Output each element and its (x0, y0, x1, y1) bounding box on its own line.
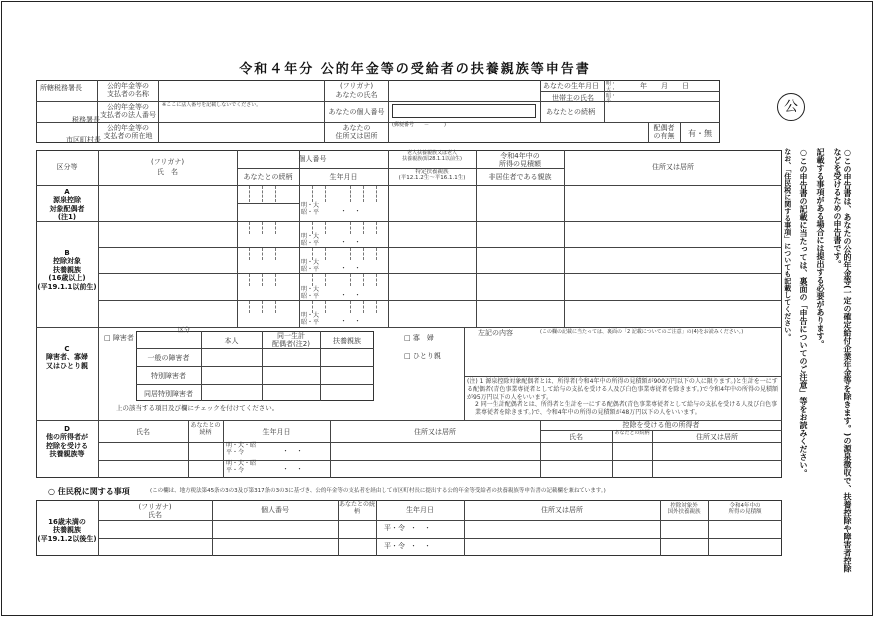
side-note-3: ○この申告書の記載に当たっては、裏面の「申告についてのご注意」等をお読みください。 (799, 148, 808, 477)
col-address: 住所又は居所 (652, 163, 694, 171)
your-addr-label: あなたの 住所又は居所 (335, 124, 378, 141)
payer-addr-label: 公的年金等の 支払者の所在地 (103, 124, 153, 141)
tax-office-label: 所轄税務署長 (40, 84, 82, 92)
special-disabled-label: 特別障害者 (151, 372, 186, 380)
rt-era-1: 平・令 (384, 524, 405, 532)
d-address-label: 住所又は居所 (414, 428, 456, 436)
col-number: 個人番号 (298, 155, 327, 163)
era-a: 明・大 昭・平 (300, 202, 319, 216)
dots-b1: ・ ・ (340, 238, 361, 246)
era-b1: 明・大 昭・平 (300, 233, 319, 247)
col-category: 区分等 (56, 163, 78, 171)
col-income: 令和4年中の 所得の見積額 (499, 152, 541, 169)
d-era-2: 明・大・昭 平・令 (226, 460, 257, 474)
section-d-label: D 他の所得者が 控除を受ける 扶養親族等 (46, 425, 88, 459)
d-dots-2: ・ ・ (282, 465, 303, 473)
detail-note: (この欄の記載に当たっては、裏面の「2 記載についてのご注意」の(4)をお読みください。) (540, 329, 744, 335)
single-parent-checkbox[interactable]: □ ひとり親 (404, 352, 441, 360)
rt-dots-1: ・ ・ (410, 524, 431, 532)
rt-address: 住所又は居所 (541, 506, 583, 514)
under16-label: 16歳未満の 扶養親族 (平19.1.2以後生) (37, 518, 97, 543)
detail-label: 左記の内容 (478, 329, 513, 337)
dependent-label: 扶養親族 (333, 337, 361, 345)
householder-label: 世帯主の氏名 (552, 94, 594, 102)
col-name: 氏 名 (157, 168, 178, 176)
check-note: 上の該当する項目及び欄にチェックを付けてください。 (116, 404, 279, 412)
era-b2: 明・大 昭・平 (300, 259, 319, 273)
spouse-label: 同一生計 配偶者(注2) (272, 332, 310, 349)
rt-era-2: 平・令 (384, 542, 405, 550)
postal-label: (郵便番号 － ) (392, 122, 446, 128)
col-birth: 生年月日 (329, 173, 358, 181)
rt-birth: 生年月日 (406, 506, 434, 514)
city-label: 市区町村長 (66, 136, 101, 144)
d-era-1: 明・大・昭 平・令 (226, 442, 257, 456)
widow-checkbox[interactable]: □ 寡 婦 (404, 334, 434, 342)
rt-dots-2: ・ ・ (410, 542, 431, 550)
note-2: 2 同一生計配偶者とは、所得者と生計を一にする配偶者(青色事業専従者として給与の支払を受ける人及び白色事業専従者を除きます。)で、令和4年中の所得の見積額が48万円以下の人をいいます。 (475, 401, 778, 416)
dots-b4: ・ ・ (340, 317, 361, 325)
resident-tax-heading: ○ 住民税に関する事項 (48, 487, 130, 496)
d-other-relation: あなたとの続柄 (614, 430, 650, 436)
disabled-checkbox[interactable]: □ 障害者 (104, 334, 134, 342)
birth-label: あなたの生年月日 (543, 82, 599, 90)
rt-abroad: 控除対象外 国外扶養親族 (667, 503, 701, 516)
era-b4: 明・大 昭・平 (300, 312, 319, 326)
self-label: 本人 (224, 337, 239, 345)
side-note-2: 記載する事項がある場合には提出する必要があります。 (816, 148, 825, 348)
spouse-option[interactable]: 有・無 (688, 129, 712, 138)
cohabit-disabled-label: 同居特別障害者 (144, 390, 193, 398)
payer-corp-no-label: 公的年金等の 支払者の法人番号 (100, 103, 156, 120)
resident-tax-desc: (この欄は、地方税法第45条の3の3及び第317条の3の3に基づき、公的年金等の支払者を経由して市区町村長に提出する公的年金等受給者の扶養親族等申告書の記載欄を兼ねています。) (150, 488, 606, 494)
dots-b2: ・ ・ (340, 264, 361, 272)
d-other-address: 住所又は居所 (696, 433, 738, 441)
furigana-label: (フリガナ) (339, 82, 374, 90)
birth-era: 明・大・昭・平 (606, 81, 617, 105)
your-number-label: あなたの個人番号 (328, 108, 385, 116)
section-a-label: A 源泉控除 対象配偶者 (注1) (49, 188, 85, 222)
your-name-label: あなたの氏名 (335, 91, 378, 99)
section-b-label: B 控除対象 扶養親族 (16歳以上) (平19.1.1以前生) (37, 249, 97, 291)
dots-a: ・ ・ (340, 207, 361, 215)
d-other-name: 氏名 (569, 433, 583, 441)
col-special2: 特定扶養親族 (平12.1.2生～平16.1.1生) (398, 169, 466, 182)
d-other-title: 控除を受ける他の所得者 (622, 421, 700, 429)
d-name-label: 氏名 (136, 428, 150, 436)
spouse-exists-label: 配偶者 の有無 (653, 124, 675, 141)
payer-name-label: 公的年金等の 支払者の名称 (107, 82, 149, 99)
your-number-boxes[interactable] (392, 104, 536, 118)
col-special: 老人扶養親族又は老人 扶養親族(昭28.1.1以前生) (402, 150, 462, 162)
col-relation: あなたとの続柄 (243, 173, 293, 181)
col-nonresident: 非居住者である親族 (488, 173, 552, 181)
d-dots-1: ・ ・ (282, 447, 303, 455)
division-label: 区分 (178, 327, 191, 334)
relation-label: あなたとの続柄 (546, 108, 595, 116)
rt-furigana-name: (フリガナ) 氏名 (138, 503, 172, 520)
side-note-4: なお、「住民税に関する事項」についても記載してください。 (783, 148, 792, 341)
general-disabled-label: 一般の障害者 (147, 354, 190, 362)
birth-ymd: 年 月 日 (640, 82, 689, 90)
rt-number: 個人番号 (261, 506, 289, 514)
public-pension-seal: 公 (777, 93, 805, 121)
corp-no-note: ※ここに法人番号を記載しないでください。 (162, 102, 262, 108)
rt-income: 令和4年中の 所得の見積額 (728, 503, 762, 516)
rt-relation: あなたとの続柄 (338, 501, 375, 515)
note-1: (注) 1 源泉控除対象配偶者とは、所得者(令和4年中の所得の見積額が900万円以下の人に限ります。)と生計を一にする配偶者(青色事業専従者として給与の支払を受ける人及び白色事業専従者を除きます。)で令和4年中の所得の見積額が95万円以下の人をいいます。 (467, 378, 779, 401)
era-b3: 明・大 昭・平 (300, 286, 319, 300)
d-birth-label: 生年月日 (262, 428, 291, 436)
section-c-label: C 障害者、寡婦 又はひとり親 (46, 345, 88, 370)
side-note-1: ○この申告書は、あなたの公的年金等(一定の確定給付企業年金等を除きます。)の源泉徴収で、扶養控除や障害者控除などを受けるための申告書です。 (833, 148, 852, 573)
d-relation-label: あなたとの続柄 (190, 422, 221, 436)
dots-b3: ・ ・ (340, 291, 361, 299)
col-furigana: (フリガナ) (150, 158, 185, 166)
form-title: 令和４年分 公的年金等の受給者の扶養親族等申告書 (239, 62, 591, 77)
recv-office-label: 税務署長 (72, 116, 100, 124)
